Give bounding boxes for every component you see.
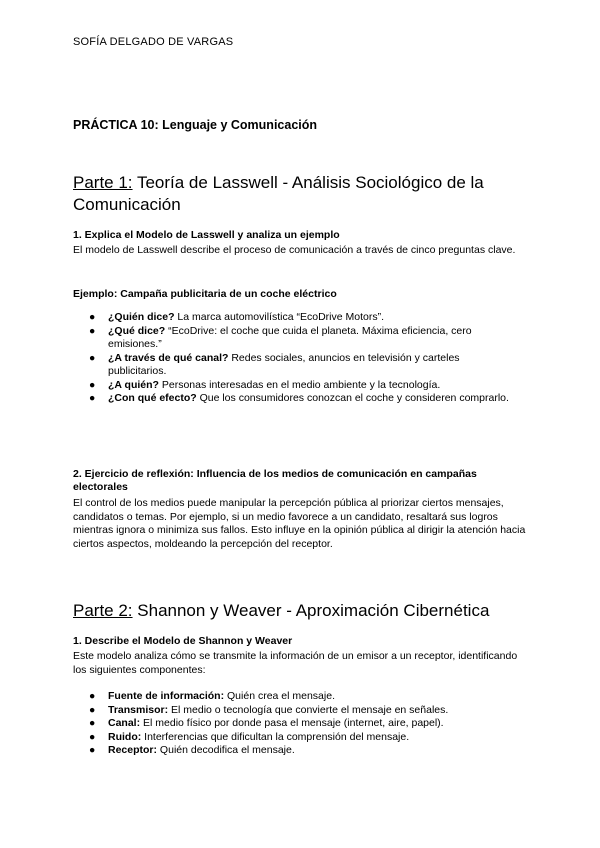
list-item	[73, 690, 513, 704]
list-item-text: Que los consumidores conozcan el coche y consideren comprarlo.	[196, 392, 509, 404]
bullet-icon: ●	[89, 703, 96, 716]
list-item	[73, 352, 513, 379]
list-item-term: ¿A través de qué canal?	[108, 351, 229, 364]
part1-label: Parte 1:	[73, 173, 133, 192]
bullet-icon: ●	[89, 730, 96, 743]
practice-title: PRÁCTICA 10: Lenguaje y Comunicación	[73, 118, 318, 132]
list-item-text: Redes sociales, anuncios en televisión y carteles publicitarios.	[108, 351, 460, 377]
list-item	[73, 311, 513, 325]
list-item-text: El medio físico por donde pasa el mensaje (internet, aire, papel).	[140, 717, 444, 729]
list-item-term: ¿Con qué efecto?	[108, 392, 197, 404]
list-item	[73, 704, 513, 718]
author-name: SOFÍA DELGADO DE VARGAS	[73, 36, 234, 48]
part1-q2-text: El control de los medios puede manipular la percepción pública al priorizar ciertos mensajes, candidatos o temas. Por ejemplo, si un medio favorece a un candidato, resaltará sus logros mientras ignora o minimiza sus fallos. Esto influye en la opinión pública al dirigir la atención hacia ciertos aspectos, moldeando la percepción del receptor.	[73, 497, 526, 550]
list-item	[73, 717, 513, 731]
bullet-icon: ●	[89, 392, 96, 404]
list-item-text: El medio o tecnología que convierte el mensaje en señales.	[168, 703, 449, 716]
bullet-icon: ●	[89, 311, 96, 323]
part1-heading	[73, 172, 543, 216]
part1-lasswell-list	[73, 311, 513, 406]
bullet-icon: ●	[89, 324, 96, 337]
list-item	[73, 744, 513, 758]
list-item	[73, 379, 513, 393]
list-item-term: Transmisor:	[108, 703, 169, 716]
part2-q1-text: Este modelo analiza cómo se transmite la información de un emisor a un receptor, identificando los siguientes componentes:	[73, 650, 518, 676]
list-item-text: Personas interesadas en el medio ambiente y la tecnología.	[158, 378, 441, 391]
list-item-text: Quién crea el mensaje.	[224, 690, 335, 702]
part1-q1-heading: 1. Explica el Modelo de Lasswell y analiza un ejemplo	[73, 229, 340, 241]
part1-title: Teoría de Lasswell - Análisis Sociológico de la Comunicación	[73, 173, 484, 214]
list-item-term: ¿A quién?	[108, 378, 159, 391]
list-item-text: Quién decodifica el mensaje.	[157, 744, 295, 756]
bullet-icon: ●	[89, 690, 96, 702]
part2-title: Shannon y Weaver - Aproximación Cibernética	[132, 601, 490, 620]
part2-heading	[73, 600, 543, 622]
list-item	[73, 392, 513, 406]
part1-example-heading: Ejemplo: Campaña publicitaria de un coche eléctrico	[73, 288, 337, 300]
bullet-icon: ●	[89, 717, 96, 729]
list-item-text: La marca automovilística “EcoDrive Motors”.	[174, 311, 384, 323]
part2-shannon-list	[73, 690, 513, 758]
list-item	[73, 731, 513, 745]
part2-label: Parte 2:	[73, 601, 133, 620]
list-item-text: “EcoDrive: el coche que cuida el planeta. Máxima eficiencia, cero emisiones.”	[108, 324, 472, 350]
bullet-icon: ●	[89, 744, 96, 756]
list-item-term: Fuente de información:	[108, 690, 225, 702]
part2-q1-heading: 1. Describe el Modelo de Shannon y Weaver	[73, 635, 293, 647]
list-item-term: ¿Qué dice?	[108, 324, 166, 337]
list-item-term: Ruido:	[108, 730, 142, 743]
part1-q2-heading: 2. Ejercicio de reflexión: Influencia de los medios de comunicación en campañas electorales	[73, 468, 477, 493]
list-item-term: Receptor:	[108, 744, 158, 756]
list-item	[73, 325, 513, 352]
bullet-icon: ●	[89, 351, 96, 364]
list-item-term: Canal:	[108, 717, 141, 729]
list-item-text: Interferencias que dificultan la comprensión del mensaje.	[141, 730, 410, 743]
bullet-icon: ●	[89, 378, 96, 391]
part1-q1-text: El modelo de Lasswell describe el proceso de comunicación a través de cinco preguntas clave.	[73, 244, 516, 256]
list-item-term: ¿Quién dice?	[108, 311, 175, 323]
